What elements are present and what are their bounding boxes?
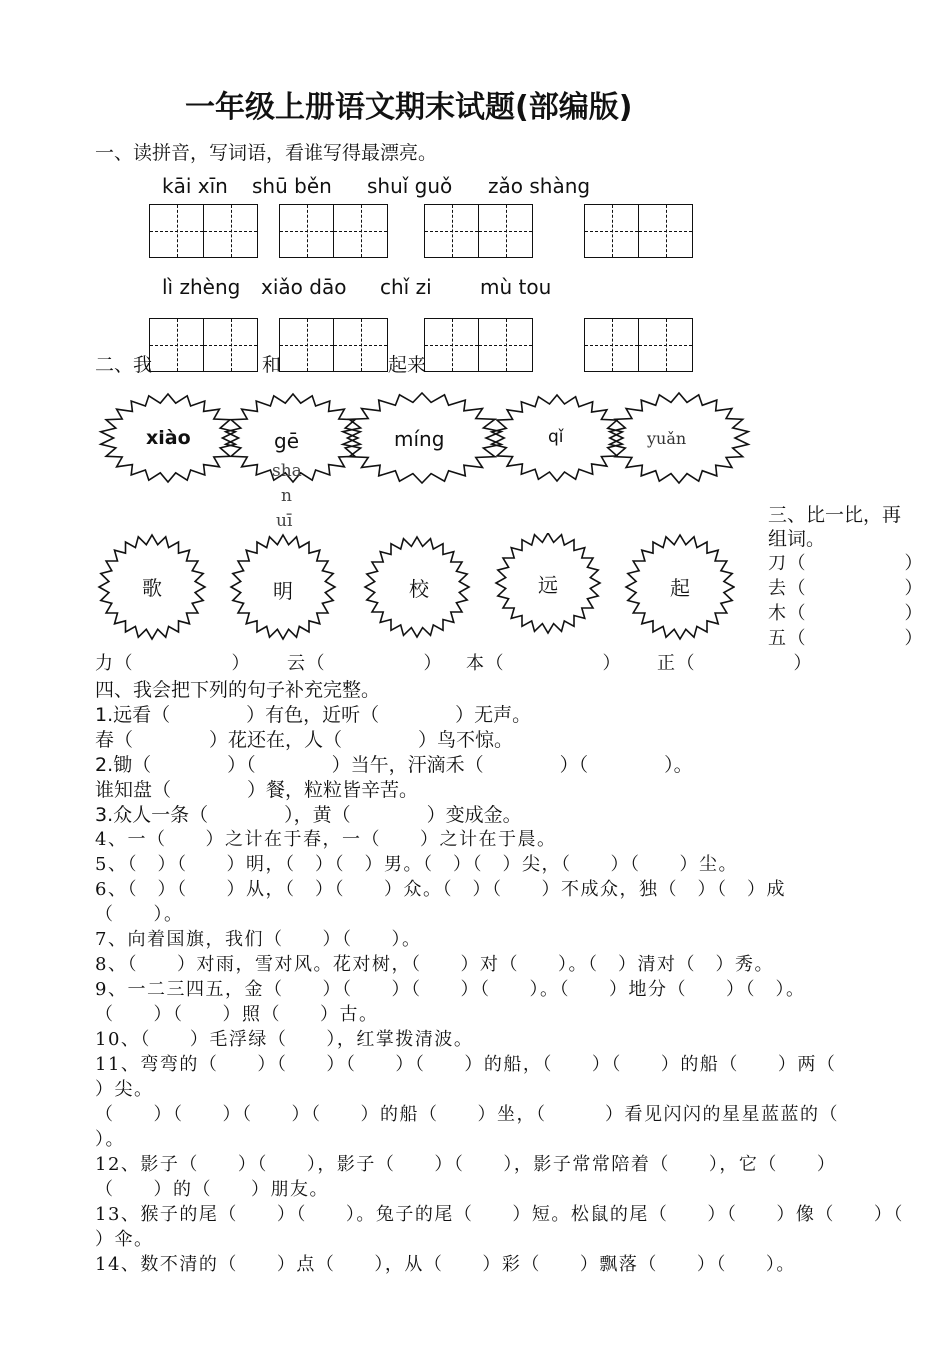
sentence-line: 春（ ）花还在，人（ ）鸟不惊。 [95,729,514,751]
star-pinyin-5[interactable]: yuǎn [647,429,687,448]
sentence-line: 14、数不清的（ ）点（ ），从（ ）彩（ ）飘落（ ）（ ）。 [95,1254,796,1275]
section2-heading-c: 起来 [388,354,427,376]
section1-heading: 一、读拼音，写词语，看谁写得最漂亮。 [95,142,438,164]
sentence-line: 9、一二三四五，金（ ）（ ）（ ）（ ）。（ ）地分（ ）（ ）。 [95,979,806,1000]
sentence-line: 1.远看（ ）有色，近听（ ）无声。 [95,704,532,726]
overflow-pinyin-a: sha [272,461,302,481]
star-pinyin-1[interactable]: xiào [146,427,191,449]
sentence-line: （ ）（ ）照（ ）古。 [95,1004,379,1025]
sentence-line: ）伞。 [95,1229,154,1250]
compare-item: 力（ ） [95,653,251,674]
pinyin-2-2: xiǎo dāo [261,275,347,299]
section3-heading-line2: 组词。 [768,528,826,550]
writing-grid[interactable] [149,318,258,372]
writing-grid[interactable] [279,204,388,258]
sentence-line: 12、影子（ ）（ ），影子（ ）（ ），影子常常陪着（ ），它（ ） [95,1154,837,1175]
pinyin-1-3: shuǐ guǒ [367,174,453,198]
page-title: 一年级上册语文期末试题(部编版) [185,90,633,125]
pinyin-2-4: mù tou [480,275,552,299]
star-char-2[interactable]: 明 [273,579,293,603]
star-pinyin-3[interactable]: míng [394,427,445,451]
star-char-4[interactable]: 远 [538,573,558,597]
compare-item: 本（ ） [466,653,622,674]
sentence-line: （ ）。 [95,904,184,925]
sentence-line: 10、（ ）毛浮绿（ ），红掌拨清波。 [95,1029,474,1050]
compare-item: 去（ ） [768,578,924,599]
overflow-pinyin-c: uī [276,511,293,531]
sentence-line: ）。 [95,1129,125,1150]
sentence-line: 13、猴子的尾（ ）（ ）。兔子的尾（ ）短。松鼠的尾（ ）（ ）像（ ）（ [95,1204,904,1225]
sentence-line: （ ）（ ）（ ）（ ）的船（ ）坐，（ ）看见闪闪的星星蓝蓝的（ [95,1104,839,1125]
star-pinyin-2[interactable]: gē [274,429,299,453]
sentence-line: 2.锄（ ）（ ）当午，汗滴禾（ ）（ ）。 [95,754,693,776]
pinyin-2-1: lì zhèng [162,275,241,299]
writing-grid[interactable] [584,318,693,372]
sentence-line: 8、（ ）对雨，雪对风。花对树，（ ）对（ ）。（ ）清对（ ）秀。 [95,954,774,975]
star-char-3[interactable]: 校 [409,577,429,601]
star-pinyin-4[interactable]: qǐ [548,427,564,447]
sentence-line: 7、向着国旗，我们（ ）（ ）。 [95,929,422,950]
sentence-line: 11、弯弯的（ ）（ ）（ ）（ ）的船，（ ）（ ）的船（ ）两（ [95,1054,837,1075]
sentence-line: ）尖。 [95,1079,154,1100]
sentence-line: 4、一（ ）之计在于春，一（ ）之计在于晨。 [95,829,557,850]
section3-heading-line1: 三、比一比，再 [768,504,902,526]
sentence-line: 谁知盘（ ）餐，粒粒皆辛苦。 [95,779,419,801]
sentence-line: 3.众人一条（ ），黄（ ）变成金。 [95,804,522,826]
writing-grid[interactable] [424,318,533,372]
compare-item: 云（ ） [287,653,443,674]
pinyin-1-4: zǎo shàng [488,174,591,198]
star-char-1[interactable]: 歌 [142,576,162,600]
writing-grid[interactable] [279,318,388,372]
section4-heading: 四、我会把下列的句子补充完整。 [95,679,381,701]
pinyin-2-3: chǐ zi [380,275,432,299]
compare-item: 五（ ） [768,628,924,649]
pinyin-1-1: kāi xīn [162,174,228,198]
compare-item: 木（ ） [768,603,924,624]
sentence-line: 6、（ ）（ ）从，（ ）（ ）众。（ ）（ ）不成众，独（ ）（ ）成 [95,879,786,900]
sentence-line: （ ）的（ ）朋友。 [95,1179,329,1200]
section2-heading-b: 和 [262,354,282,376]
pinyin-1-2: shū běn [252,174,332,198]
section2-heading-a: 二、我 [95,354,153,376]
sentence-line: 5、（ ）（ ）明，（ ）（ ）男。（ ）（ ）尖，（ ）（ ）尘。 [95,854,738,875]
star-char-5[interactable]: 起 [670,576,690,600]
compare-item: 刀（ ） [768,553,924,574]
writing-grid[interactable] [584,204,693,258]
overflow-pinyin-b: n [281,486,292,506]
writing-grid[interactable] [424,204,533,258]
compare-item: 正（ ） [657,653,813,674]
writing-grid[interactable] [149,204,258,258]
